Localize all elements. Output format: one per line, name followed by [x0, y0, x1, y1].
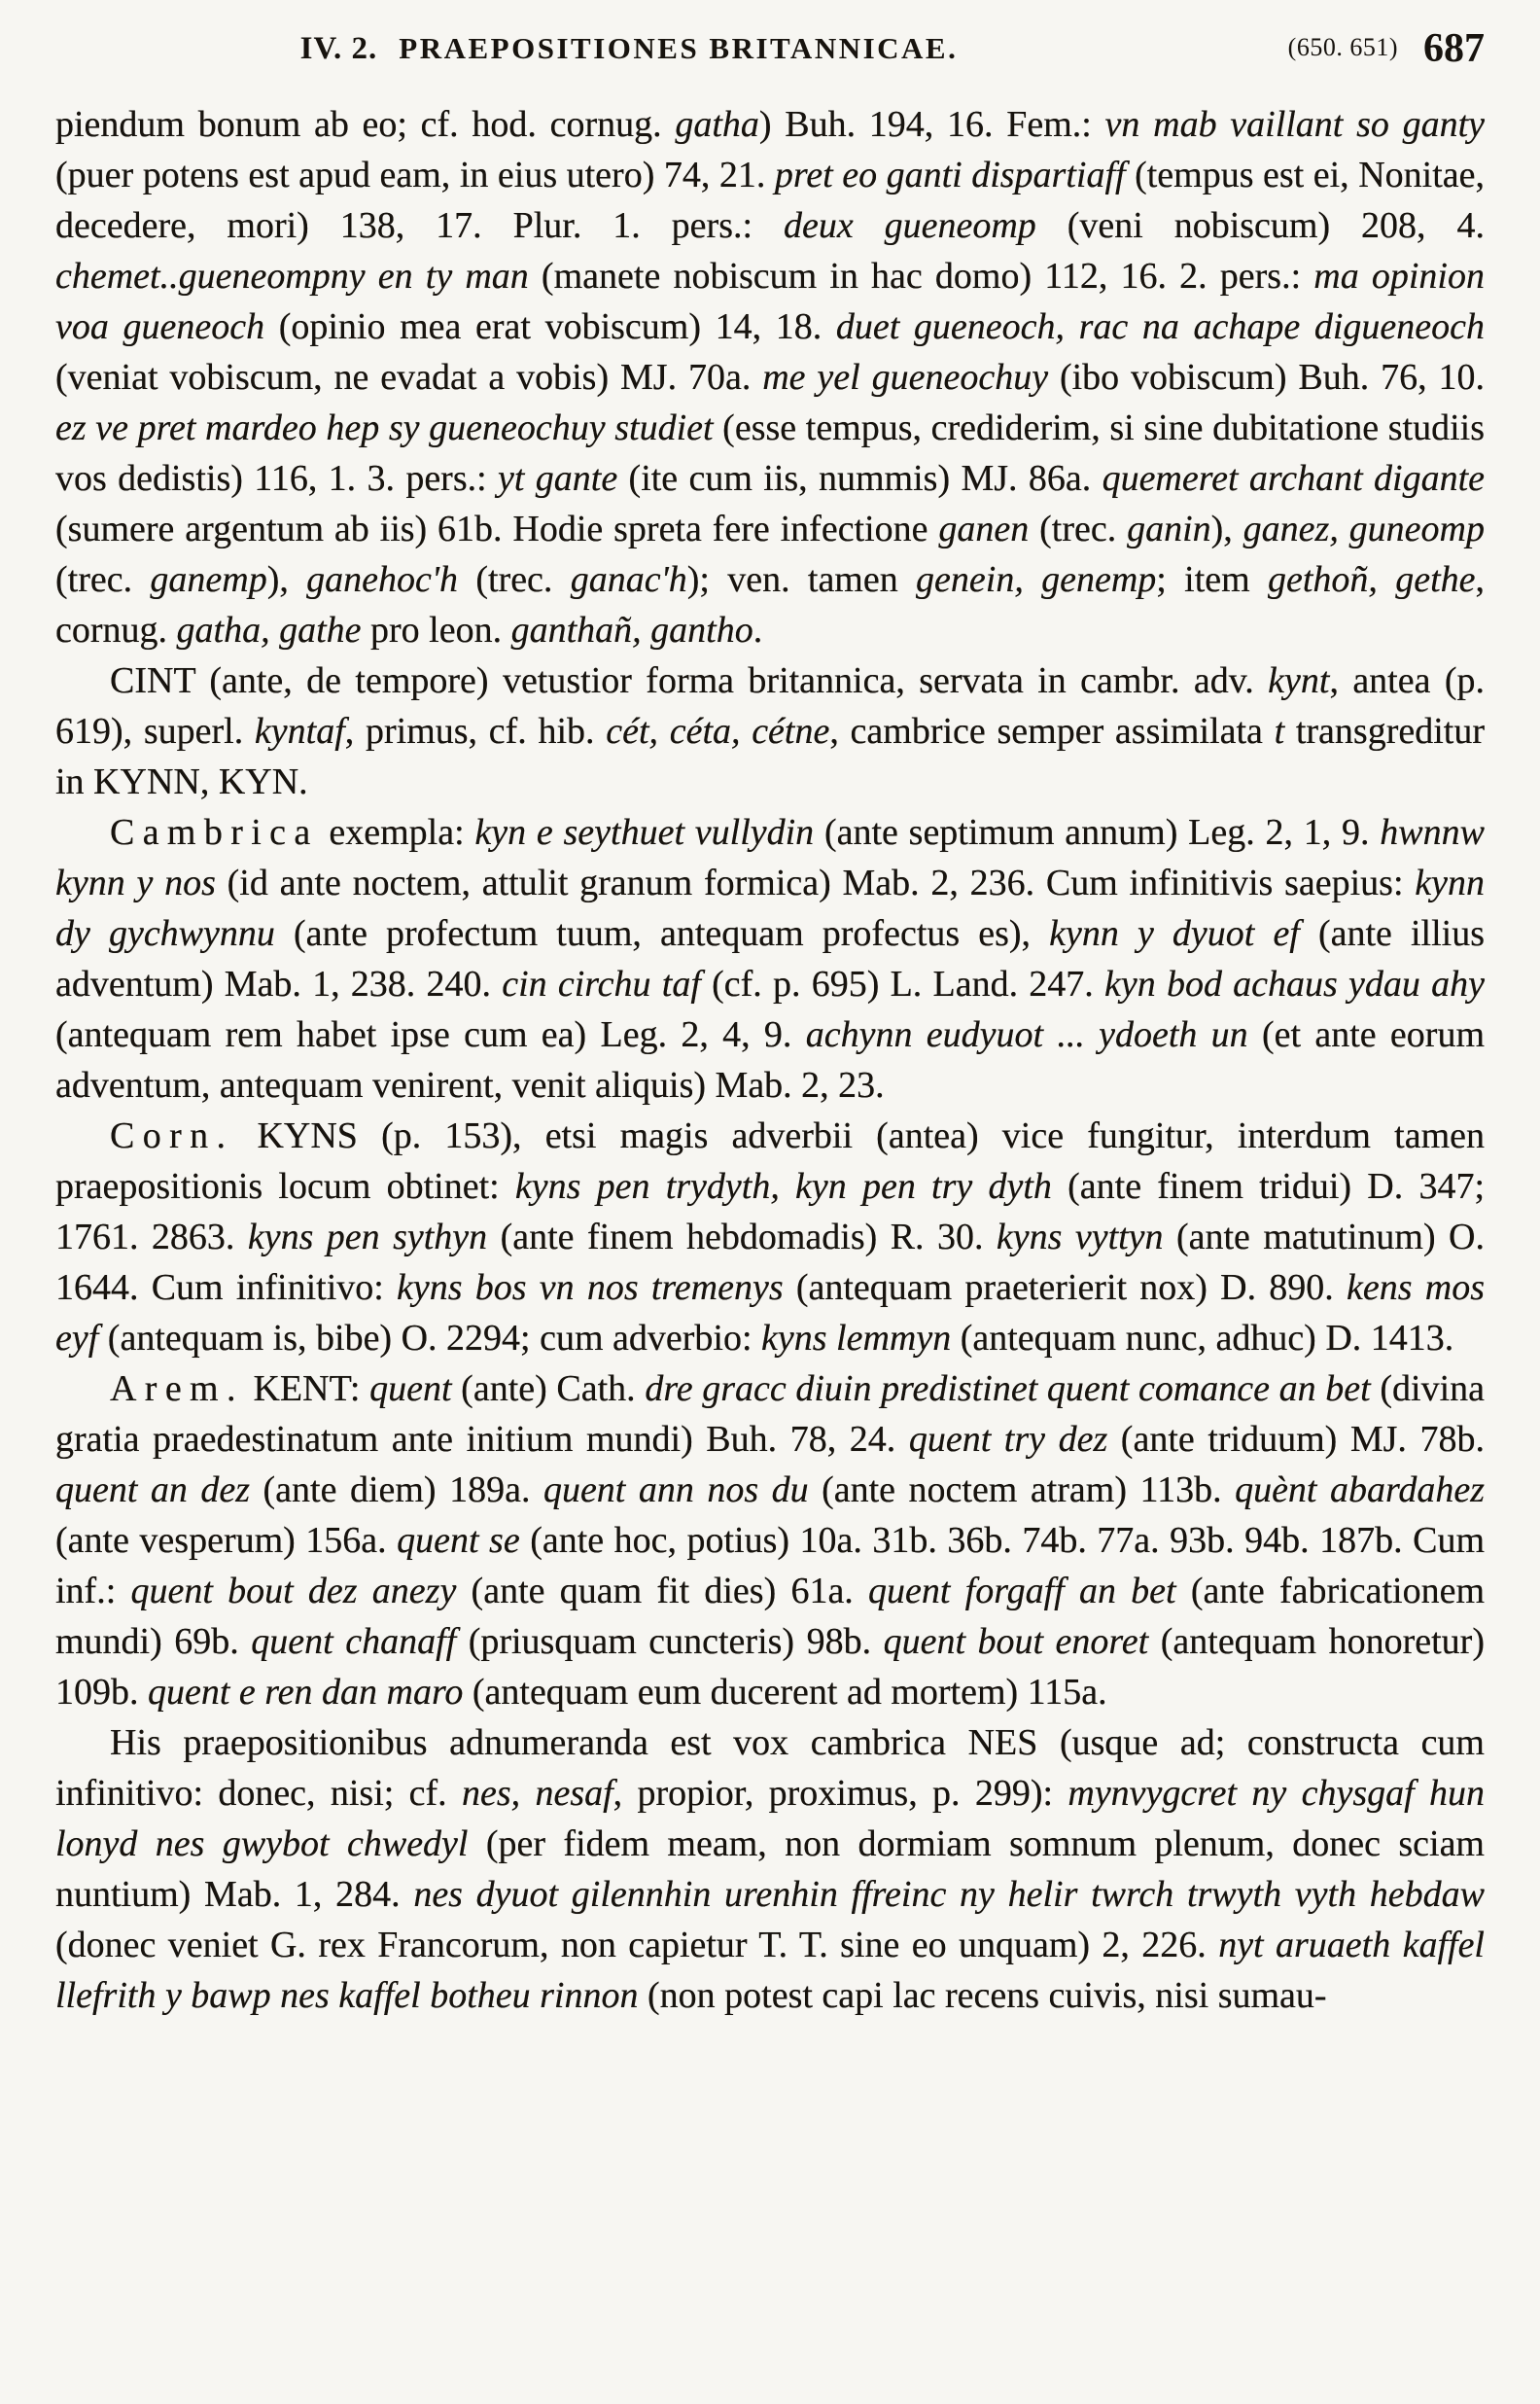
text-run: (ante quam fit dies) 61a. [456, 1571, 869, 1611]
text-run: ma opinion voa gueneoch [55, 256, 1485, 347]
running-title: PRAEPOSITIONES BRITANNICAE. [399, 31, 959, 65]
text-run: CINT (ante, de tempore) vetustior forma britannica, servata in cambr. adv. [110, 660, 1269, 701]
text-run: kyn e seythuet vullydin [474, 812, 815, 853]
text-run: kyns bos vn nos tremenys [397, 1267, 784, 1308]
paragraph [55, 807, 1485, 1111]
text-run: quènt abardahez [1235, 1469, 1486, 1510]
text-run: (ante matutinum) O. 1644. Cum infinitivo: [55, 1217, 1486, 1308]
text-run: (et ante eorum adventum, antequam venirent, venit aliquis) Mab. 2, 23. [55, 1014, 1485, 1106]
text-run: (tempus est ei, Nonitae, decedere, mori) 138, 17. Plur. 1. pers.: [55, 155, 1485, 246]
text-run: (per fidem meam, non dormiam somnum plenum, donec sciam nuntium) Mab. 1, 284. [55, 1823, 1485, 1915]
text-run: kyntaf [254, 711, 345, 752]
text-run: kyns pen sythyn [247, 1217, 488, 1257]
text-run: (ante triduum) MJ. 78b. [1107, 1419, 1485, 1460]
text-run: (antequam praeterierit nox) D. 890. [783, 1267, 1348, 1308]
column-reference: (650. 651) [1287, 33, 1398, 61]
text-run: quent forgaff an bet [868, 1571, 1176, 1611]
text-run: (priusquam cuncteris) 98b. [456, 1621, 884, 1662]
text-run: ganac'h [570, 559, 687, 600]
text-run: cét, céta, cétne [606, 711, 830, 752]
text-run: ez ve pret mardeo hep sy gueneochuy studiet [55, 407, 714, 448]
text-run: , cambrice semper assimilata [829, 711, 1275, 752]
paragraph [55, 655, 1485, 807]
text-run: ganemp [150, 559, 267, 600]
text-run: ganin [1127, 509, 1211, 549]
text-run: pret eo ganti dispartiaff [774, 155, 1126, 195]
text-run: (ante vesperum) 156a. [55, 1520, 398, 1561]
text-run: (trec. [1029, 509, 1128, 549]
text-run: (manete nobiscum in hac domo) 112, 16. 2. pers.: [528, 256, 1314, 297]
text-run: quent ann nos du [542, 1469, 809, 1510]
text-run: , propior, proximus, p. 299): [612, 1773, 1068, 1814]
text-run: ganehoc'h [306, 559, 459, 600]
text-run: genein, genemp [916, 559, 1157, 600]
text-run: (opinio mea erat vobiscum) 14, 18. [264, 306, 836, 347]
text-run: chemet..gueneompny en ty man [55, 256, 529, 297]
section-number: IV. 2. [299, 31, 378, 66]
paragraph [55, 1717, 1485, 2021]
text-run: Arem. [110, 1368, 244, 1409]
text-run: deux gueneomp [783, 205, 1036, 246]
text-run: Corn. [110, 1115, 234, 1156]
text-run: gatha [675, 104, 759, 145]
text-run: me yel gueneochuy [762, 357, 1049, 398]
text-run: gethoñ, gethe [1267, 559, 1476, 600]
text-run: (id ante noctem, attulit granum formica) Mab. 2, 236. Cum infinitivis saepius: [215, 863, 1416, 903]
text-block [55, 99, 1485, 2021]
text-run: His praepositionibus adnumeranda est vox cambrica NES (usque ad; constructa cum infinitivo: donec, nisi; cf. [55, 1722, 1485, 1814]
text-run: hwnnw kynn y nos [55, 812, 1485, 903]
paragraph [55, 1111, 1485, 1363]
text-run: quemeret archant digante [1102, 458, 1485, 499]
text-run: gatha, gathe [176, 610, 362, 651]
page-number: 687 [1423, 26, 1485, 71]
text-run: (sumere argentum ab iis) 61b. Hodie spreta fere infectione [55, 509, 939, 549]
text-run: (ante profectum tuum, antequam profectus es), [274, 913, 1050, 954]
text-run: Cambrica [110, 812, 319, 853]
text-run: kyns vyttyn [996, 1217, 1164, 1257]
text-run: pro leon. [361, 610, 511, 651]
text-run: ; item [1156, 559, 1268, 600]
text-run: quent chanaff [251, 1621, 457, 1662]
text-run: (divina gratia praedestinatum ante initium mundi) Buh. 78, 24. [55, 1368, 1485, 1460]
text-run: quent try dez [908, 1419, 1108, 1460]
text-run: kyns pen trydyth, kyn pen try dyth [514, 1166, 1052, 1207]
text-run: quent e ren dan maro [148, 1672, 464, 1713]
text-run: ganthañ, gantho [510, 610, 753, 651]
text-run: nes, nesaf [461, 1773, 613, 1814]
text-run: (esse tempus, crediderim, si sine dubitatione studiis vos dedistis) 116, 1. 3. pers.: [55, 407, 1485, 499]
text-run: , cornug. [55, 559, 1485, 651]
text-run: (ante septimum annum) Leg. 2, 1, 9. [814, 812, 1381, 853]
text-run: (ibo vobiscum) Buh. 76, 10. [1048, 357, 1485, 398]
text-run: quent [369, 1368, 452, 1409]
text-run: KENT: [243, 1368, 370, 1409]
text-run: , antea (p. 619), superl. [55, 660, 1486, 752]
running-head-title-group [55, 31, 1203, 67]
text-run: ganez, guneomp [1242, 509, 1485, 549]
text-run: (trec. [55, 559, 151, 600]
text-run: (veni nobiscum) 208, 4. [1035, 205, 1485, 246]
text-run: (non potest capi lac recens cuivis, nisi sumau- [638, 1975, 1327, 2016]
text-run: quent se [397, 1520, 520, 1561]
text-run: (ante finem hebdomadis) R. 30. [487, 1217, 997, 1257]
text-run: kynn y dyuot ef [1049, 913, 1300, 954]
text-run: (ante finem tridui) D. 347; 1761. 2863. [55, 1166, 1486, 1257]
text-run: ganen [938, 509, 1030, 549]
text-run: nyt aruaeth kaffel llefrith y bawp nes kaffel botheu rinnon [55, 1925, 1485, 2016]
text-run: (ante diem) 189a. [250, 1469, 543, 1510]
text-run: (donec veniet G. rex Francorum, non capietur T. T. sine eo unquam) 2, 226. [55, 1925, 1219, 1965]
text-run: duet gueneoch, rac na achape digueneoch [835, 306, 1485, 347]
text-run: mynvygcret ny chysgaf hun lonyd nes gwybot chwedyl [55, 1773, 1485, 1864]
text-run: quent an dez [55, 1469, 251, 1510]
text-run: (ante fabricationem mundi) 69b. [55, 1571, 1486, 1662]
text-run: (antequam honoretur) 109b. [55, 1621, 1485, 1713]
text-run: ) Buh. 194, 16. Fem.: [758, 104, 1105, 145]
text-run: cin circhu taf [502, 964, 701, 1005]
text-run: (veniat vobiscum, ne evadat a vobis) MJ. 70a. [55, 357, 763, 398]
text-run: vn mab vaillant so ganty [1104, 104, 1485, 145]
text-run: kens mos eyf [55, 1267, 1485, 1359]
paragraph [55, 99, 1485, 655]
text-run: (antequam rem habet ipse cum ea) Leg. 2, 4, 9. [55, 1014, 806, 1055]
text-run: t [1274, 711, 1285, 752]
text-run: (ite cum iis, nummis) MJ. 86a. [617, 458, 1102, 499]
text-run: (cf. p. 695) L. Land. 247. [700, 964, 1105, 1005]
text-run: . [752, 610, 763, 651]
text-run: yt gante [498, 458, 618, 499]
text-run: quent bout enoret [883, 1621, 1149, 1662]
text-run: ), [266, 559, 307, 600]
text-run: (ante hoc, potius) 10a. 31b. 36b. 74b. 77a. 93b. 94b. 187b. Cum inf.: [55, 1520, 1485, 1611]
text-run: ); ven. tamen [686, 559, 917, 600]
paragraph [55, 1363, 1485, 1717]
running-head-refs [1288, 25, 1485, 72]
text-run: nes dyuot gilennhin urenhin ffreinc ny helir twrch trwyth vyth hebdaw [413, 1874, 1485, 1915]
text-run: kynn dy gychwynnu [55, 863, 1485, 954]
text-run: (ante illius adventum) Mab. 1, 238. 240. [55, 913, 1486, 1005]
text-run: ), [1210, 509, 1243, 549]
text-run: , primus, cf. hib. [344, 711, 607, 752]
text-run: kyns lemmyn [761, 1318, 952, 1359]
text-run: transgreditur in KYNN, KYN. [55, 711, 1485, 802]
text-run: dre gracc diuin predistinet quent comance an bet [645, 1368, 1371, 1409]
text-run: (antequam nunc, adhuc) D. 1413. [951, 1318, 1454, 1359]
text-run: piendum bonum ab eo; cf. hod. cornug. [55, 104, 676, 145]
text-run: (antequam is, bibe) O. 2294; cum adverbio: [98, 1318, 762, 1359]
text-run: (antequam eum ducerent ad mortem) 115a. [463, 1672, 1107, 1713]
text-run: (trec. [458, 559, 571, 600]
text-run: exempla: [318, 812, 475, 853]
text-run: achynn eudyuot ... ydoeth un [805, 1014, 1248, 1055]
text-run: KYNS (p. 153), etsi magis adverbii (antea) vice fungitur, interdum tamen praepositionis locum obtinet: [55, 1115, 1485, 1207]
text-run: (ante noctem atram) 113b. [808, 1469, 1236, 1510]
page-header [55, 25, 1485, 86]
text-run: kynt [1268, 660, 1330, 701]
text-run: (ante) Cath. [451, 1368, 646, 1409]
text-run: quent bout dez anezy [130, 1571, 457, 1611]
text-run: (puer potens est apud eam, in eius utero) 74, 21. [55, 155, 775, 195]
text-run: kyn bod achaus ydau ahy [1104, 964, 1485, 1005]
